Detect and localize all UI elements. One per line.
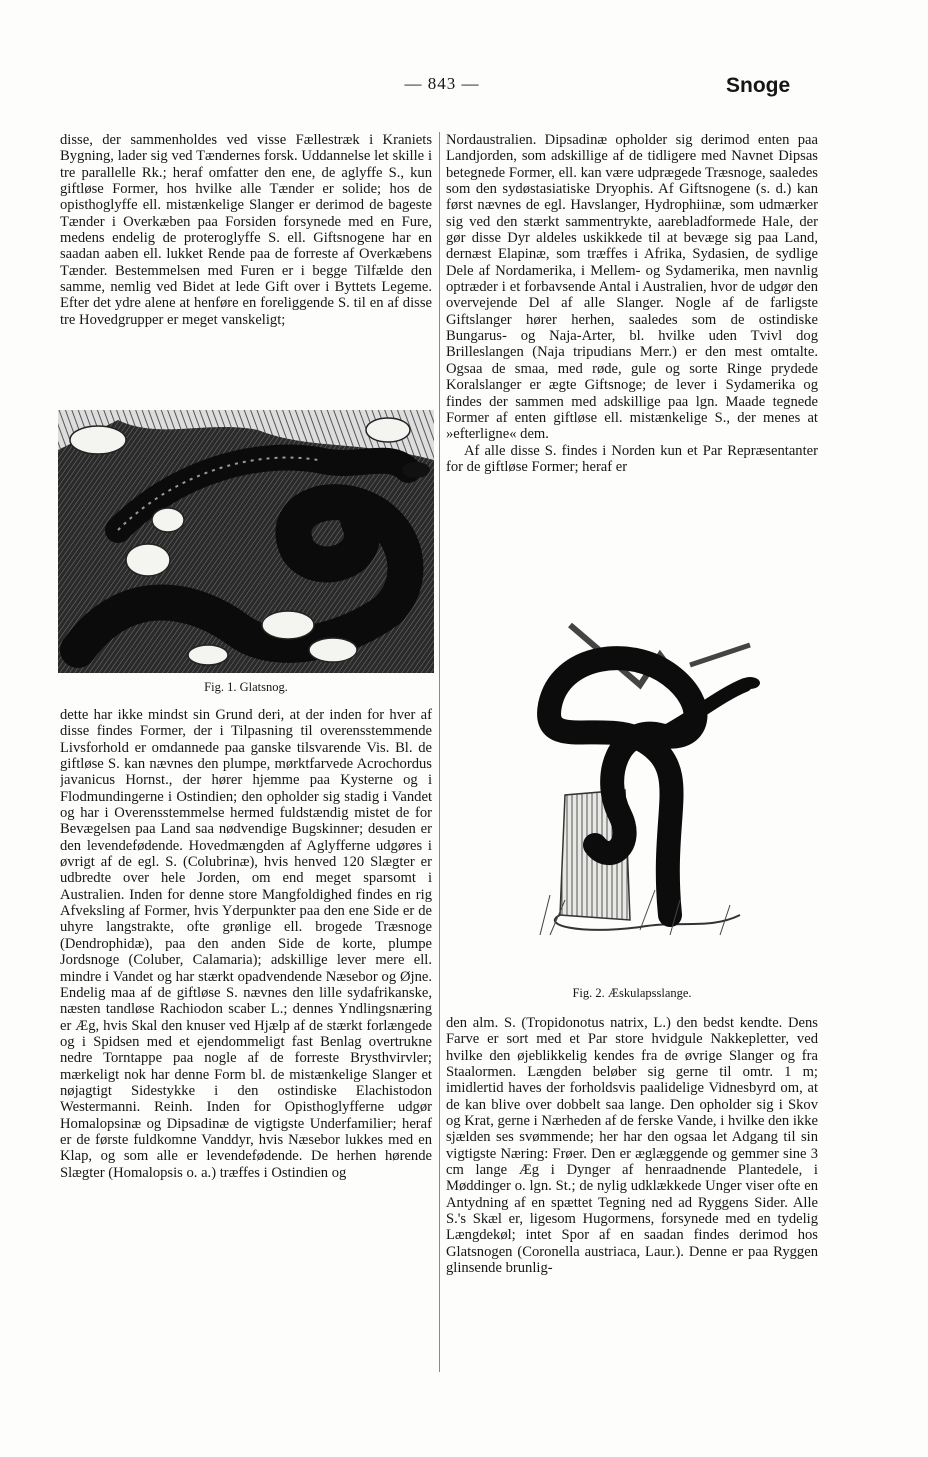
left-column-top [60,132,432,407]
snake-illustration-glatsnog-icon [58,410,434,673]
figure-1 [58,410,434,673]
figure-2 [520,615,760,945]
right-column-bottom [446,1015,818,1370]
paragraph: Af alle disse S. findes i Norden kun et Par Repræsentanter for de giftløse Former; heraf er [446,442,818,475]
figure-2-caption: Fig. 2. Æskulapsslange. [572,986,692,1000]
paragraph: dette har ikke mindst sin Grund deri, at der inden for hver af disse findes Former, der i Tilpasning til overensstemmende Livsforhold er omdannede paa ganske tilsvarende Vis. Bl. de giftløse S. kan nævnes den plumpe, mørktfarvede Acrochordus javanicus Hornst., der hører hjemme paa Kysterne og i Flodmundingerne i Ostindien; den opholder sig stadig i Vandet og har i Overensstemmelse hermed fuldstændig mistet de for Bevægelsen paa Land saa nødvendige Bugskinner; desuden er den levendefødende. Hovedmængden af Aglyfferne udgøres i øvrigt af de egl. S. (Colubrinæ), hvis henved 120 Slægter er udbredte over hele Jorden, om end meget sparsomt i Australien. Inden for denne store Mangfoldighed findes en rig Afveksling af Former, hvis Yderpunkter paa den ene Side er de uhyre langstrakte, ofte grønlige ell. brogede Træsnoge (Dendrophidæ), paa den anden Side de korte, plumpe Jordsnoge (Coluber, Calamaria); adskillige lever mere ell. mindre i Vandet og har stærkt opadvendende Næsebor og Øjne. Endelig maa af de giftløse S. nævnes den lille sydafrikanske, næsten tandløse Rachiodon scaber L.; dennes Yndlingsnæring er Æg, hvis Skal den knuser ved Hjælp af de stærkt forlængede og i Spidsen med et ejendommeligt fast Benlag overtrukne nedre Torntappe paa nogle af de forreste Brysthvirvler; mærkeligt nok har denne Form bl. de mistænkelige Slanger et nøjagtigt Sidestykke i den ostindiske Elachistodon Westermanni. Reinh. Inden for Opisthoglyfferne udgør Homalopsinæ og Dipsadinæ de vigtigste Underfamilier; heraf er de første fuldkomne Vanddyr, hvis Næsebor lukkes med en Klap, og som alle er levendefødende. De herhen hørende Slægter (Homalopsis o. a.) træffes i Ostindien og [60,707,432,1181]
left-column-bottom [60,707,432,1367]
right-column-top [446,132,818,607]
paragraph: Nordaustralien. Dipsadinæ opholder sig derimod enten paa Landjorden, som adskillige af de tidligere med Navnet Dipsas betegnede Former, ell. kan være udprægede Træsnoge, saaledes som den sydøstasiatiske Dryophis. Af Giftsnogene (s. d.) kan først nævnes de egl. Havslanger, Hydrophiinæ, som udmærker sig ved den stærkt sammentrykte, aarebladformede Hale, der gør disse Dyr aldeles uskikkede til at bevæge sig paa Land, dernæst Elapinæ, som træffes i Afrika, Sydasien, de sydlige Dele af Nordamerika, i Mellem- og Sydamerika, men navnlig optræder i et forbavsende Antal i Australien, hvor de udgør den overvejende Del af alle Slanger. Nogle af de farligste Giftslanger hører herhen, saaledes som de ostindiske Bungarus- og Naja-Arter, bl. hvilke uden Tvivl dog Brilleslangen (Naja tripudians Merr.) er den mest omtalte. Ogsaa de smaa, med røde, gule og sorte Ringe prydede Koralslanger er ægte Giftsnoge; de lever i Sydamerika og findes der sammen med adskillige paa lgn. Maade tegnede Former af enten giftløse ell. mistænkelige S., der menes at »efterligne« dem. [446,132,818,443]
figure-1-caption: Fig. 1. Glatsnog. [204,680,288,694]
snake-illustration-aeskulapsslange-icon [520,615,760,945]
page-number: — 843 — [404,74,480,93]
column-divider [439,132,440,1372]
running-head: Snoge [726,74,791,97]
paragraph: den alm. S. (Tropidonotus natrix, L.) den bedst kendte. Dens Farve er sort med et Par store hvidgule Nakkepletter, ved hvilke den øjeblikkelig kendes fra de øvrige Slanger og fra Staalormen. Længden beløber sig gerne til omtr. 1 m; imidlertid haves der forholdsvis paalidelige Vidnesbyrd om, at de kan blive over dobbelt saa lange. Den opholder sig i Skov og Krat, gerne i Nærheden af de ferske Vande, i hvilke den ikke sjælden ses svømmende; her har den ogsaa let Adgang til sin vigtigste Næring: Frøer. Den er æglæggende og gemmer sine 3 cm lange Æg i Dynger af henraadnende Plantedele, i Møddinger o. lgn. St.; de nylig udklækkede Unger viser ofte en Antydning af en spættet Tegning ned ad Ryggens Sider. Alle S.'s Skæl er, ligesom Hugormens, forsynede med en tydelig Længdekøl; intet Spor af en saadan findes derimod hos Glatsnogen (Coronella austriaca, Laur.). Denne er paa Ryggen glinsende brunlig- [446,1015,818,1277]
paragraph: disse, der sammenholdes ved visse Fællestræk i Kraniets Bygning, lader sig ved Tændernes forsk. Uddannelse let skille i tre parallelle Rk.; heraf omfatter den ene, de aglyffe S., kun giftløse Former, hos hvilke alle Tænder er solide; hos de opisthoglyffe ell. mistænkelige Slanger er derimod de bageste Tænder i Overkæben paa Forsiden forsynede med en Fure, medens endelig de proteroglyffe S. ell. Giftsnogene har en saadan aaben ell. lukket Rende paa de forreste af Overkæbens Tænder. Bestemmelsen med Furen er i begge Tilfælde den samme, nemlig ved Bidet at lede Gift over i Byttets Legeme. Efter det ydre alene at henføre en foreliggende S. til en af disse tre Hovedgrupper er meget vanskeligt; [60,132,432,328]
